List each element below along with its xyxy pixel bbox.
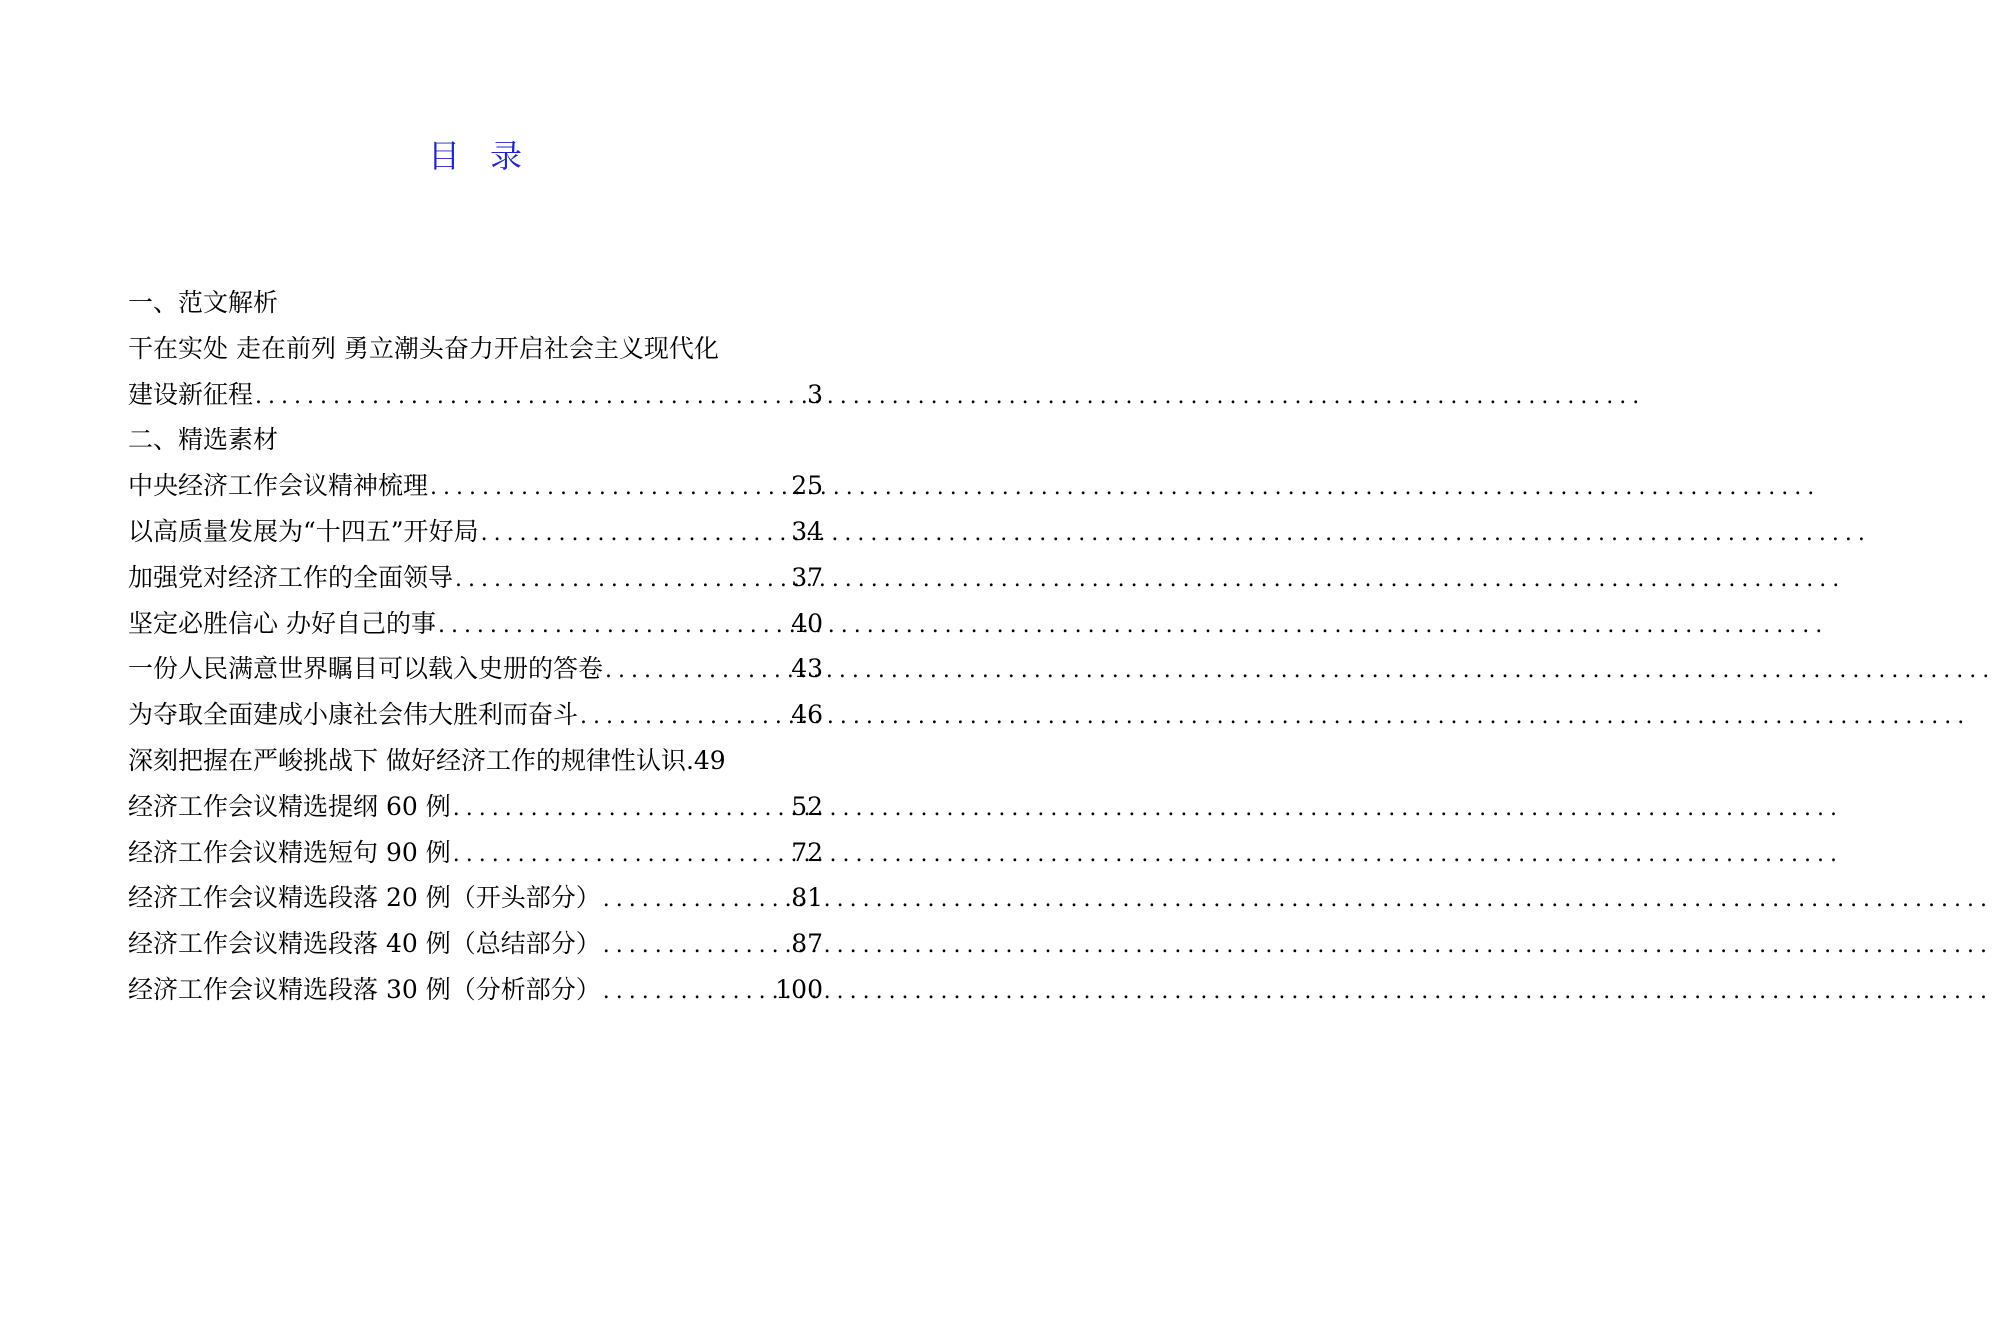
- toc-entry-title: 为夺取全面建成小康社会伟大胜利而奋斗: [128, 700, 579, 730]
- toc-entry-page: 37: [791, 562, 823, 592]
- toc-entry-page: 25: [791, 471, 823, 501]
- toc-entry-title: 中央经济工作会议精神梳理: [128, 471, 429, 501]
- toc-entry-page: 49: [693, 745, 726, 775]
- dot-leader: [601, 923, 791, 969]
- dot-leader: [436, 603, 791, 649]
- toc-entry-title: 经济工作会议精选段落 20 例（开头部分）: [128, 883, 601, 913]
- toc-entry[interactable]: [128, 921, 823, 967]
- toc-entry[interactable]: [128, 692, 823, 738]
- toc-entry-page: 46: [791, 700, 823, 730]
- toc-entry-page: 43: [791, 654, 823, 684]
- toc-title: 目录: [427, 137, 552, 175]
- toc-entry[interactable]: [128, 784, 823, 830]
- document-page: [0, 0, 950, 1344]
- toc-entry[interactable]: [128, 555, 823, 601]
- section-heading-1: 一、范文解析: [128, 288, 279, 317]
- toc-entry-1-line-2[interactable]: [128, 372, 823, 418]
- dot-leader: [601, 969, 776, 1015]
- toc-entry-title: 经济工作会议精选提纲 60 例: [128, 791, 451, 821]
- toc-entry-title: 一份人民满意世界瞩目可以载入史册的答卷: [128, 654, 604, 684]
- dot-leader: [479, 511, 792, 557]
- toc-entry-page: 72: [791, 837, 823, 867]
- dot-leader: [428, 465, 791, 511]
- toc-entry-page: 100: [775, 974, 823, 1004]
- toc-entry[interactable]: [128, 967, 823, 1013]
- toc-entry-1-line-1[interactable]: 干在实处 走在前列 勇立潮头奋力开启社会主义现代化: [128, 333, 719, 363]
- dot-leader: [453, 557, 791, 603]
- toc-entry-title: 坚定必胜信心 办好自己的事: [128, 608, 436, 638]
- toc-entry-title: 深刻把握在严峻挑战下 做好经济工作的规律性认识.: [128, 745, 694, 775]
- toc-entry[interactable]: [128, 646, 823, 692]
- toc-entry[interactable]: [128, 830, 823, 876]
- toc-entry-page: 81: [791, 883, 823, 913]
- toc-entry[interactable]: [128, 509, 823, 555]
- toc-entry[interactable]: [128, 463, 823, 509]
- toc-entry-title: 经济工作会议精选短句 90 例: [128, 837, 451, 867]
- dot-leader: [253, 374, 807, 420]
- toc-entry-page: 34: [791, 516, 823, 546]
- toc-entry[interactable]: [128, 738, 823, 784]
- toc-entry[interactable]: [128, 601, 823, 647]
- toc-entry-title: 经济工作会议精选段落 30 例（分析部分）: [128, 974, 601, 1004]
- toc-entry-title: 建设新征程: [128, 379, 254, 409]
- section-heading-2: 二、精选素材: [128, 425, 279, 455]
- toc-entry[interactable]: [128, 875, 823, 921]
- dot-leader: [578, 694, 791, 740]
- toc-entry-page: 3: [807, 379, 823, 409]
- toc-entry-title: 加强党对经济工作的全面领导: [128, 562, 454, 592]
- dot-leader: [451, 832, 791, 878]
- toc-entry-page: 87: [791, 929, 823, 959]
- toc-entry-title: 以高质量发展为“十四五”开好局: [128, 516, 479, 546]
- dot-leader: [601, 877, 791, 923]
- toc-entry-page: 40: [791, 608, 823, 638]
- toc-entry-page: 52: [791, 791, 823, 821]
- toc-list: [128, 280, 823, 1013]
- toc-entry-title: 经济工作会议精选段落 40 例（总结部分）: [128, 929, 601, 959]
- dot-leader: [603, 648, 791, 694]
- dot-leader: [451, 786, 791, 832]
